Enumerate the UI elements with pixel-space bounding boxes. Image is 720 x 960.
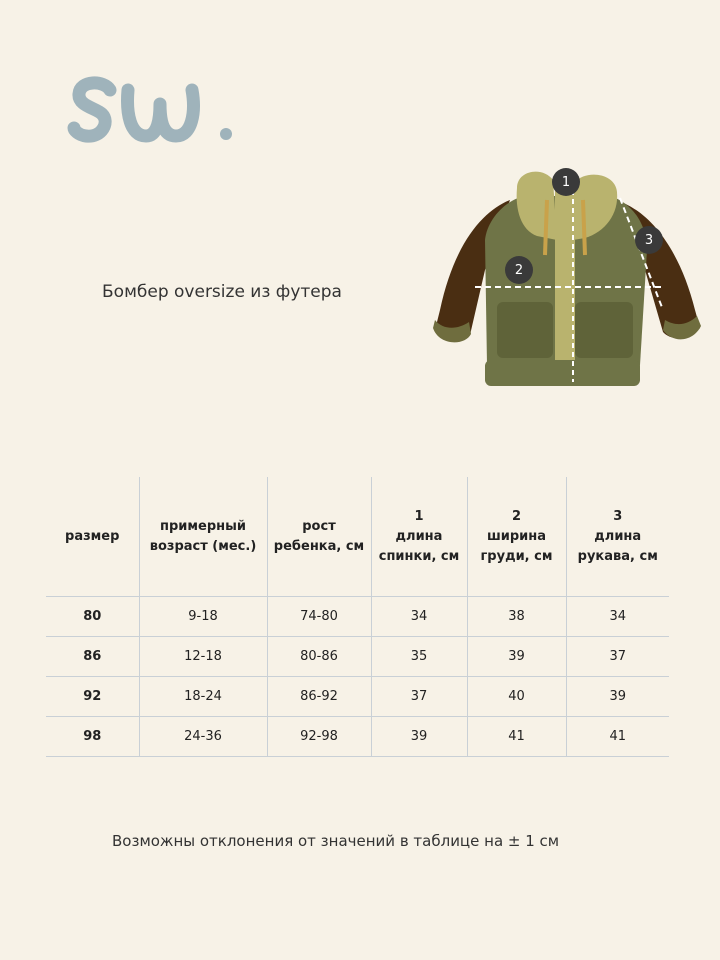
table-row bbox=[46, 717, 669, 757]
cell-size: 92 bbox=[46, 677, 139, 717]
cell-height: 80-86 bbox=[267, 637, 371, 677]
brand-logo bbox=[66, 68, 241, 158]
table-row bbox=[46, 597, 669, 637]
cell-height: 86-92 bbox=[267, 677, 371, 717]
table-row bbox=[46, 677, 669, 717]
cell-back-length: 34 bbox=[371, 597, 467, 637]
cell-size: 98 bbox=[46, 717, 139, 757]
cell-sleeve-length: 39 bbox=[566, 677, 669, 717]
cell-chest-width: 41 bbox=[467, 717, 566, 757]
cell-back-length: 39 bbox=[371, 717, 467, 757]
cell-height: 92-98 bbox=[267, 717, 371, 757]
cell-size: 80 bbox=[46, 597, 139, 637]
cell-age: 9-18 bbox=[139, 597, 267, 637]
jacket-illustration bbox=[425, 160, 705, 410]
header-height: рост ребенка, см bbox=[267, 477, 371, 597]
header-chest-width: 2 ширина груди, см bbox=[467, 477, 566, 597]
cell-sleeve-length: 41 bbox=[566, 717, 669, 757]
cell-age: 12-18 bbox=[139, 637, 267, 677]
header-size: размер bbox=[46, 477, 139, 597]
deviation-note: Возможны отклонения от значений в таблице на ± 1 см bbox=[112, 832, 560, 850]
cell-sleeve-length: 37 bbox=[566, 637, 669, 677]
header-age: примерный возраст (мес.) bbox=[139, 477, 267, 597]
cell-height: 74-80 bbox=[267, 597, 371, 637]
table-header-row bbox=[46, 477, 669, 597]
header-sleeve-length: 3 длина рукава, см bbox=[566, 477, 669, 597]
cell-back-length: 35 bbox=[371, 637, 467, 677]
product-title: Бомбер oversize из футера bbox=[102, 282, 342, 302]
cell-size: 86 bbox=[46, 637, 139, 677]
cell-age: 24-36 bbox=[139, 717, 267, 757]
cell-chest-width: 38 bbox=[467, 597, 566, 637]
header-back-length: 1 длина спинки, см bbox=[371, 477, 467, 597]
cell-back-length: 37 bbox=[371, 677, 467, 717]
cell-chest-width: 40 bbox=[467, 677, 566, 717]
table-row bbox=[46, 637, 669, 677]
cell-age: 18-24 bbox=[139, 677, 267, 717]
cell-chest-width: 39 bbox=[467, 637, 566, 677]
measurement-marker-1: 1 bbox=[552, 168, 580, 196]
measurement-marker-2: 2 bbox=[505, 256, 533, 284]
cell-sleeve-length: 34 bbox=[566, 597, 669, 637]
measurement-marker-3: 3 bbox=[635, 226, 663, 254]
size-table bbox=[46, 477, 669, 757]
